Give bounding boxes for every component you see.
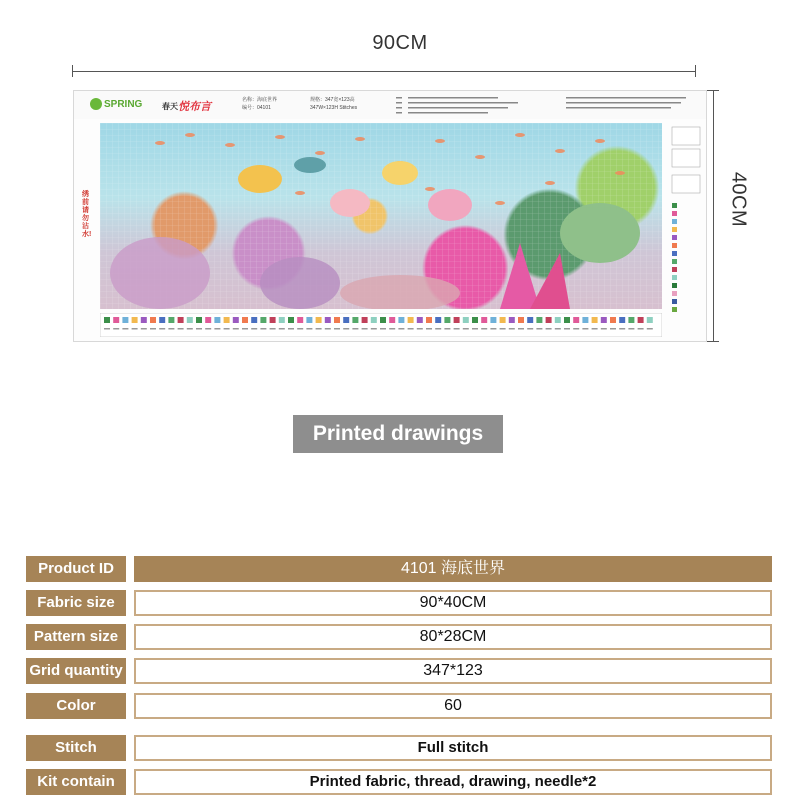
printed-drawings-banner: Printed drawings [293,415,503,453]
cross-stitch-chart-image [73,90,707,342]
spec-label: Fabric size [26,590,126,616]
brand-name: SPRING [104,99,143,110]
spec-value: 90*40CM [134,590,772,616]
spec-row-fabric-size [26,590,772,616]
symbol-key-strip [100,313,662,337]
width-dimension-cap-right [695,65,696,77]
width-dimension-line [72,71,696,72]
spec-label: Kit contain [26,769,126,795]
brand-name-cn: 春天 [162,102,178,111]
spec-label: Stitch [26,735,126,761]
spec-value: 4101 海底世界 [134,556,772,582]
spec-label: Product ID [26,556,126,582]
height-dimension-cap-bottom [707,341,719,342]
spring-logo-icon [90,98,102,110]
side-note: 绣前请勿沾水! [82,191,92,238]
spec-value: 80*28CM [134,624,772,650]
spec-value: 60 [134,693,772,719]
spec-row-grid-quantity [26,658,772,684]
spec-row-pattern-size [26,624,772,650]
spec-label: Color [26,693,126,719]
pattern-grid [100,123,662,309]
spec-row-kit-contain [26,769,772,795]
chart-size-line: 规格：347宽×123高 [310,97,355,103]
spec-value: Printed fabric, thread, drawing, needle*2 [134,769,772,795]
width-dimension-cap-left [72,65,73,77]
height-dimension-cap-top [707,90,719,91]
spec-value: 347*123 [134,658,772,684]
fabric-height-label: 40CM [727,171,750,228]
spec-value: Full stitch [134,735,772,761]
height-dimension-line [713,90,714,342]
spec-label: Pattern size [26,624,126,650]
spec-row-stitch [26,735,772,761]
chart-instructions-text [396,95,696,117]
spec-row-color [26,693,772,719]
spec-label: Grid quantity [26,658,126,684]
brand-logo: 悦布言 [178,101,211,113]
chart-name-line: 名称：海底世界 [242,97,278,103]
chart-stitch-line: 347W×123H Stitches [310,105,358,111]
fabric-width-label: 90CM [372,32,428,54]
spec-row-product-id [26,556,772,582]
thread-color-legend [670,123,704,329]
chart-header [74,91,707,119]
chart-code-line: 编号：04101 [242,105,271,111]
